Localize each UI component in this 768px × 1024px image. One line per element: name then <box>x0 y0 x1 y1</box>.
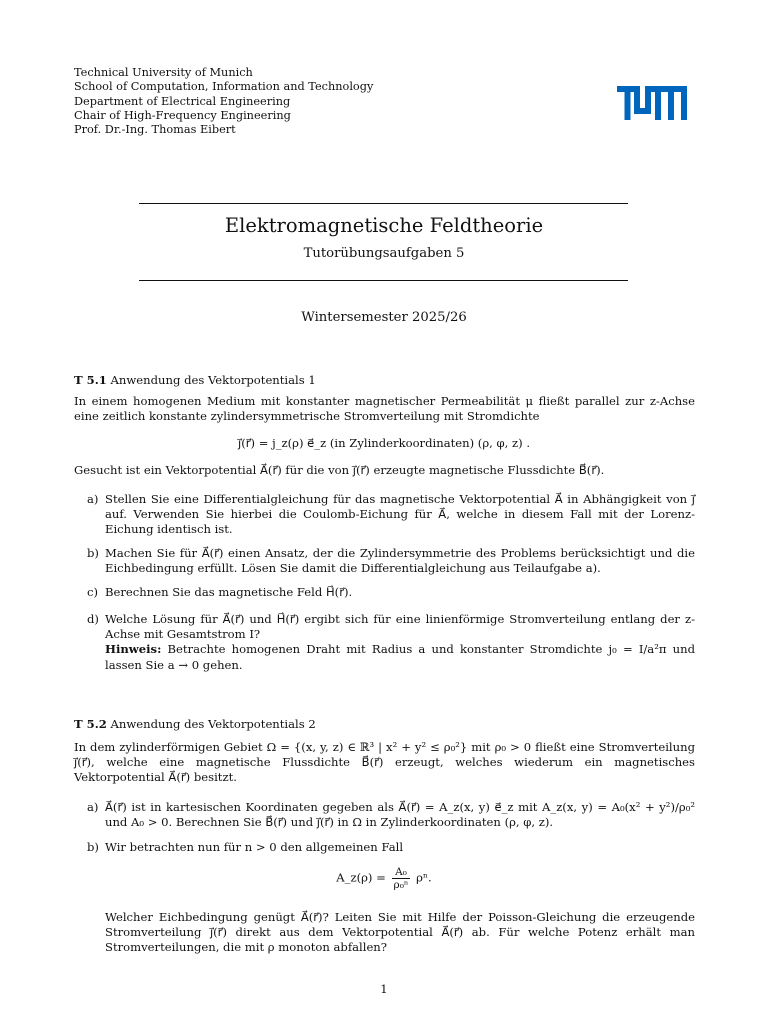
task-goal: Gesucht ist ein Vektorpotential A⃗(r⃗) für die von j⃗(r⃗) erzeugte magnetische Flussdichte B⃗(r⃗). <box>74 463 605 477</box>
task-heading <box>74 717 316 731</box>
affiliation-line: Technical University of Munich <box>74 66 253 79</box>
document-subtitle: Tutorübungsaufgaben 5 <box>303 246 465 261</box>
affiliation-line: Chair of High-Frequency Engineering <box>74 108 291 122</box>
subtask-text: Welche Lösung für A⃗(r⃗) und H⃗(r⃗) ergibt sich für eine linienförmige Stromverteilung entlang der z-Achse mit Gesamtstrom I? <box>105 612 695 642</box>
task-title: Anwendung des Vektorpotentials 1 <box>110 373 316 387</box>
task-intro: In einem homogenen Medium mit konstanter magnetischer Permeabilität μ fließt parallel zur z-Achse eine zeitlich konstante zylindersymmetrische Stromverteilung mit Stromdichte <box>74 394 695 424</box>
task-title: Anwendung des Vektorpotentials 2 <box>110 717 316 731</box>
task-number: T 5.1 <box>74 373 107 387</box>
hint-text: Betrachte homogenen Draht mit Radius a und konstanter Stromdichte j₀ = I/a²π und lassen Sie a → 0 gehen. <box>105 642 695 672</box>
equation-lhs: A_z(ρ) = <box>336 870 386 885</box>
title-rule-top <box>139 203 628 204</box>
subtask-text: Berechnen Sie das magnetische Feld H⃗(r⃗). <box>105 585 353 599</box>
subtask-label: b) <box>87 546 99 560</box>
subtask <box>87 800 695 830</box>
subtask-text: Machen Sie für A⃗(r⃗) einen Ansatz, der die Zylindersymmetrie des Problems berücksichtigt und die Eichbedingung erfüllt. Lösen Sie damit die Differentialgleichung aus Teilaufgabe a). <box>105 546 695 576</box>
subtask <box>87 612 695 673</box>
fraction-denominator: ρ₀ⁿ <box>393 879 409 891</box>
subtask <box>87 546 695 576</box>
affiliation-line: Department of Electrical Engineering <box>74 94 291 108</box>
subtask <box>87 840 695 855</box>
equation-fraction <box>392 866 411 891</box>
page-number: 1 <box>380 982 388 996</box>
task-number: T 5.2 <box>74 717 107 731</box>
tum-logo <box>617 86 687 124</box>
tum-logo-icon <box>617 86 687 120</box>
subtask-label: c) <box>87 585 99 599</box>
affiliation-line: Prof. Dr.-Ing. Thomas Eibert <box>74 123 236 137</box>
subtask-text: A⃗(r⃗) ist in kartesischen Koordinaten gegeben als A⃗(r⃗) = A_z(x, y) e⃗_z mit A_z(x, y) = A₀(x² + y²)/ρ₀² und A₀ > 0. Berechnen Sie B⃗(r⃗) und j⃗(r⃗) in Ω in Zylinderkoordinaten (ρ, φ, z). <box>105 800 695 830</box>
subtask-text: Welcher Eichbedingung genügt A⃗(r⃗)? Leiten Sie mit Hilfe der Poisson-Gleichung die erzeugende Stromverteilung j⃗(r⃗) direkt aus dem Vektorpotential A⃗(r⃗) ab. Für welche Potenz erhält man Stromverteilungen, die mit ρ monoton abfallen? <box>105 910 695 955</box>
subtask-label: b) <box>87 840 99 854</box>
subtask-label: d) <box>87 612 99 626</box>
potential-equation <box>0 866 768 891</box>
subtask-text: Wir betrachten nun für n > 0 den allgemeinen Fall <box>105 840 404 854</box>
affiliation-block <box>74 66 373 137</box>
title-rule-bottom <box>139 280 628 281</box>
task-heading <box>74 373 316 387</box>
task-intro: In dem zylinderförmigen Gebiet Ω = {(x, y, z) ∈ ℝ³ | x² + y² ≤ ρ₀²} mit ρ₀ > 0 fließt eine Stromverteilung j⃗(r⃗), welche eine magnetische Flussdichte B⃗(r⃗) erzeugt, welches wiederum ein magnetisches Vektorpotential A⃗(r⃗) besitzt. <box>74 740 695 785</box>
subtask <box>87 585 695 600</box>
fraction-numerator: A₀ <box>392 866 411 879</box>
subtask-continuation <box>87 910 695 956</box>
current-density-equation: j⃗(r⃗) = j_z(ρ) e⃗_z (in Zylinderkoordinaten) (ρ, φ, z) . <box>237 436 531 450</box>
affiliation-line: School of Computation, Information and Technology <box>74 80 374 94</box>
subtask <box>87 492 695 538</box>
subtask-text: Stellen Sie eine Differentialgleichung für das magnetische Vektorpotential A⃗ in Abhängigkeit von j⃗ auf. Verwenden Sie hierbei die Coulomb-Eichung für A⃗, welche in diesem Fall mit der Lorenz-Eichung identisch ist. <box>105 492 695 537</box>
subtask-label: a) <box>87 492 99 506</box>
semester: Wintersemester 2025/26 <box>301 310 467 325</box>
subtask-label: a) <box>87 800 99 814</box>
document-title: Elektromagnetische Feldtheorie <box>224 214 544 237</box>
equation-rhs: ρⁿ. <box>416 870 432 885</box>
hint-label: Hinweis: <box>105 642 162 657</box>
